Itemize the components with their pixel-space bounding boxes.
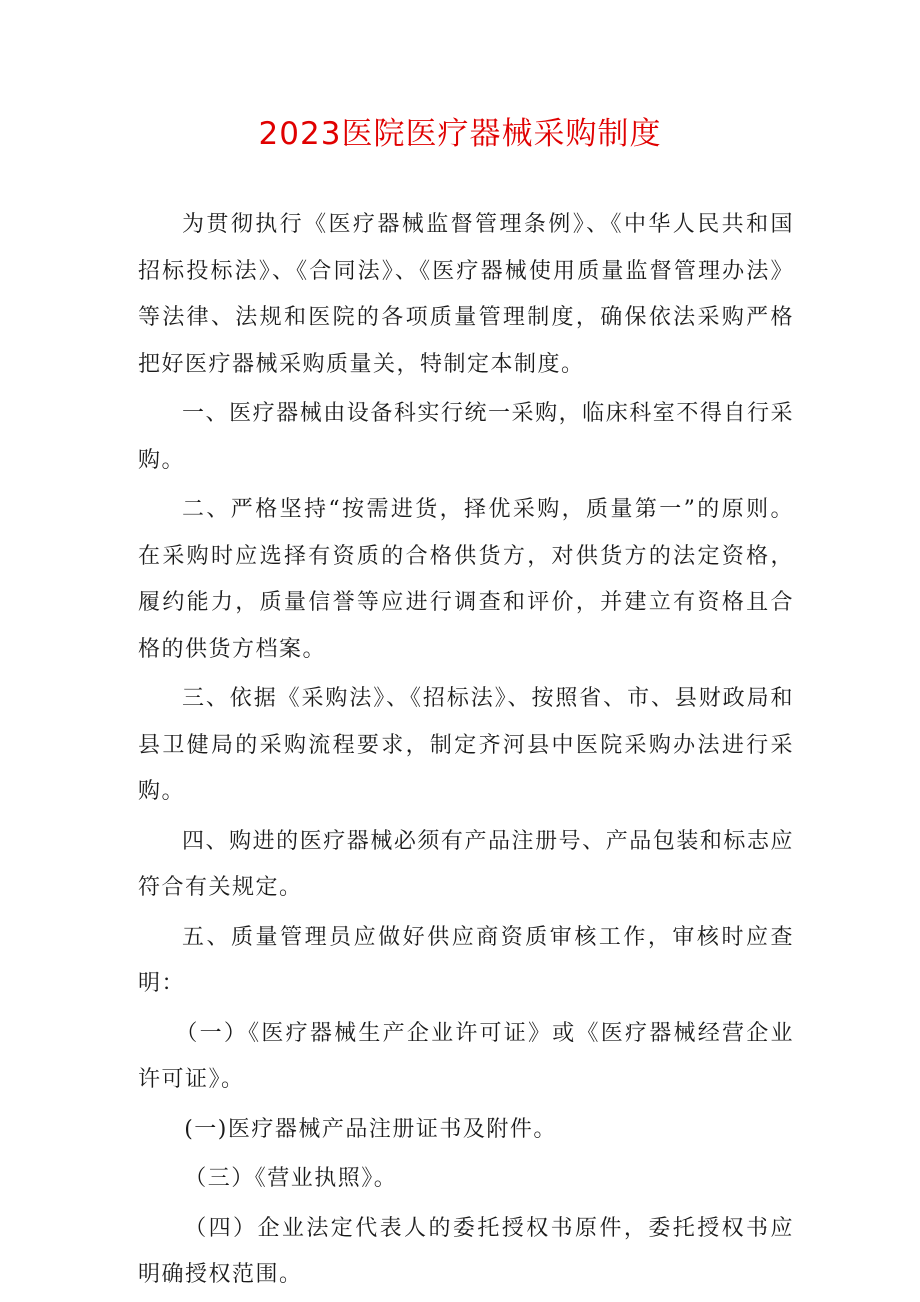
clause-5-item-2: (一)医疗器械产品注册证书及附件。 <box>184 1116 557 1142</box>
clause-2: 二、严格坚持“按需进货，择优采购，质量第一”的原则。在采购时应选择有资质的合格供货方，对供货方的法定资格，履约能力，质量信誉等应进行调查和评价，并建立有资格且合格的供货方档案。 <box>138 497 794 662</box>
document-title: 2023医院医疗器械采购制度 <box>258 116 662 152</box>
clause-5-item-1: （一）《医疗器械生产企业许可证》或《医疗器械经营企业许可证》。 <box>138 1020 794 1092</box>
clause-1: 一、医疗器械由设备科实行统一采购，临床科室不得自行采购。 <box>138 401 794 473</box>
intro-paragraph: 为贯彻执行《医疗器械监督管理条例》、《中华人民共和国招标投标法》、《合同法》、《医疗器械使用质量监督管理办法》等法律、法规和医院的各项质量管理制度，确保依法采购严格把好医疗器械采购质量关，特制定本制度。 <box>138 212 794 377</box>
clause-4: 四、购进的医疗器械必须有产品注册号、产品包装和标志应符合有关规定。 <box>138 828 794 900</box>
document-body <box>138 202 794 1302</box>
clause-3: 三、依据《采购法》、《招标法》、按照省、市、县财政局和县卫健局的采购流程要求，制定齐河县中医院采购办法进行采购。 <box>138 686 794 804</box>
clause-5-item-3: （三）《营业执照》。 <box>184 1166 398 1191</box>
clause-5-item-4: （四）企业法定代表人的委托授权书原件，委托授权书应明确授权范围。 <box>138 1215 794 1287</box>
clause-5: 五、质量管理员应做好供应商资质审核工作，审核时应查明： <box>138 924 794 996</box>
